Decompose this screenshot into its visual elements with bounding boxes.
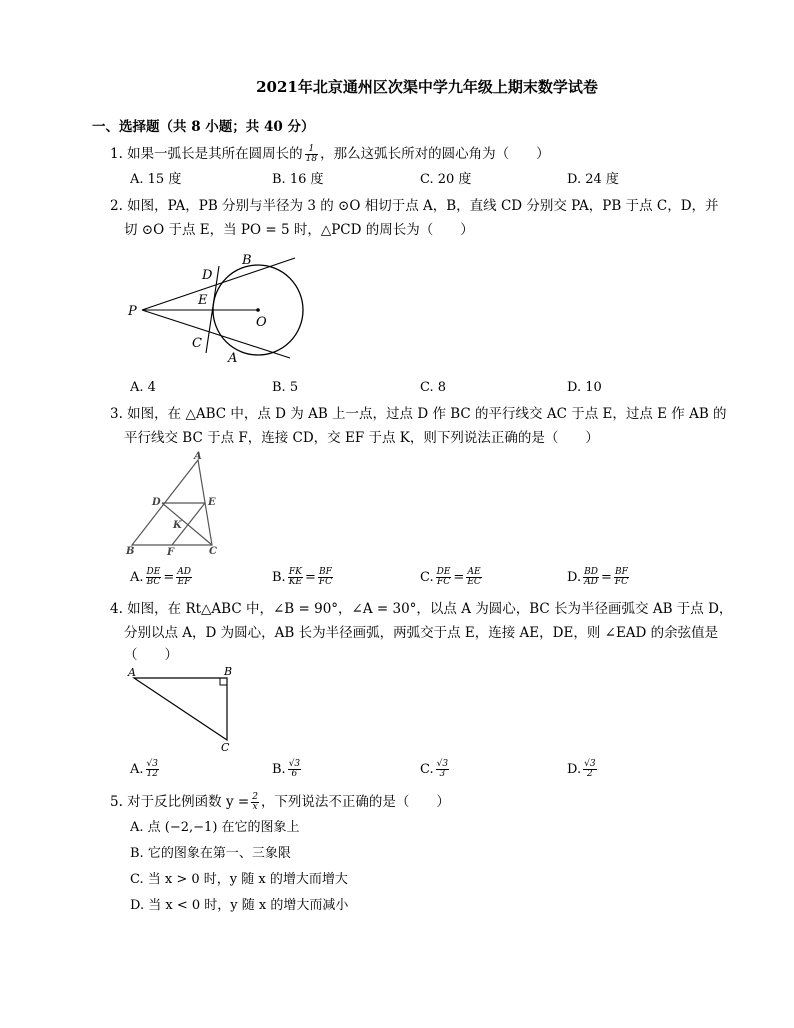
q4-option-a[interactable]: A. $\frac{√3}{12}$ [130, 759, 158, 779]
q2-stem-line1: 2. 如图，PA，PB 分别与半径为 3 的 ⊙O 相切于点 A，B，直线 CD 分别交 PA，PB 于点 C，D，并 [110, 198, 719, 214]
q4-stem-line1: 4. 如图，在 Rt△ABC 中，∠B = 90°，∠A = 30°，以点 A 为圆心，BC 长为半径画弧交 AB 于点 D， [110, 601, 733, 617]
q5-option-b[interactable]: B. 它的图象在第一、三象限 [130, 846, 291, 861]
q2-option-d[interactable]: D. 10 [567, 380, 602, 395]
q1-fraction: $\frac{1}{18}$ [305, 144, 318, 164]
q5-option-d[interactable]: D. 当 x < 0 时，y 随 x 的增大而减小 [130, 898, 349, 913]
q1-option-c[interactable]: C. 20 度 [420, 172, 472, 187]
q5-stem: 5. 对于反比例函数 y = $\frac{2}{x}$ ，下列说法不正确的是（ ） [110, 792, 450, 812]
page-title: 2021年北京通州区次渠中学九年级上期末数学试卷 [256, 78, 598, 96]
q4-stem-line3: （ ） [124, 647, 178, 663]
q2-label-e: E [198, 293, 208, 308]
q4-right-triangle-figure [124, 662, 244, 754]
q3-label-a: A [194, 451, 202, 462]
q3-label-f: F [167, 547, 175, 558]
q2-label-o: O [256, 315, 267, 330]
q5-fraction: $\frac{2}{x}$ [252, 792, 258, 812]
q3-option-b[interactable]: B. $\frac{FK}{KE}$ = $\frac{BF}{FC}$ [272, 567, 333, 587]
q1-option-b[interactable]: B. 16 度 [272, 172, 324, 187]
q4-option-c[interactable]: C. $\frac{√3}{3}$ [420, 759, 449, 779]
q3-option-c[interactable]: C. $\frac{DE}{FC}$ = $\frac{AE}{EC}$ [420, 567, 481, 587]
q2-option-c[interactable]: C. 8 [420, 380, 447, 395]
q2-circle-figure [120, 248, 320, 370]
q4-label-b: B [224, 665, 233, 678]
section-heading: 一、选择题（共 8 小题；共 40 分） [92, 119, 315, 135]
q5-option-a[interactable]: A. 点 (−2,−1) 在它的图象上 [130, 820, 300, 835]
q3-label-b: B [126, 546, 135, 557]
q3-option-d[interactable]: D. $\frac{BD}{AD}$ = $\frac{BF}{FC}$ [567, 567, 628, 587]
q5-option-c[interactable]: C. 当 x > 0 时，y 随 x 的增大而增大 [130, 872, 348, 887]
q4-label-a: A [128, 666, 136, 679]
q2-label-a: A [228, 351, 238, 366]
q3-option-a[interactable]: A. $\frac{DE}{BC}$ = $\frac{AD}{EF}$ [130, 567, 191, 587]
q1-option-a[interactable]: A. 15 度 [130, 172, 182, 187]
q3-triangle-figure [122, 448, 232, 560]
q4-stem-line2: 分别以点 A，D 为圆心，AB 长为半径画弧，两弧交于点 E，连接 AE，DE，则 ∠EAD 的余弦值是 [124, 625, 719, 641]
q4-option-b[interactable]: B. $\frac{√3}{6}$ [272, 759, 301, 779]
q2-label-p: P [128, 304, 137, 319]
q2-label-d: D [202, 268, 213, 283]
q4-label-c: C [221, 741, 230, 754]
q3-label-d: D [152, 497, 161, 508]
q3-label-k: K [173, 520, 182, 531]
q2-option-a[interactable]: A. 4 [130, 380, 156, 395]
q1-option-d[interactable]: D. 24 度 [567, 172, 619, 187]
q2-option-b[interactable]: B. 5 [272, 380, 299, 395]
q1-stem: 1. 如果一弧长是其所在圆周长的 $\frac{1}{18}$ ，那么这弧长所对的圆心角为（ ） [110, 144, 550, 164]
q2-stem-line2: 切 ⊙O 于点 E，当 PO = 5 时，△PCD 的周长为（ ） [124, 222, 474, 238]
q4-option-d[interactable]: D. $\frac{√3}{2}$ [567, 759, 596, 779]
q3-label-c: C [209, 546, 217, 557]
q2-label-b: B [242, 253, 252, 268]
q3-label-e: E [208, 497, 216, 508]
q3-stem-line2: 平行线交 BC 于点 F，连接 CD，交 EF 于点 K，则下列说法正确的是（ ） [124, 430, 599, 446]
q2-label-c: C [192, 336, 202, 351]
q3-stem-line1: 3. 如图，在 △ABC 中，点 D 为 AB 上一点，过点 D 作 BC 的平行线交 AC 于点 E，过点 E 作 AB 的 [110, 406, 727, 422]
